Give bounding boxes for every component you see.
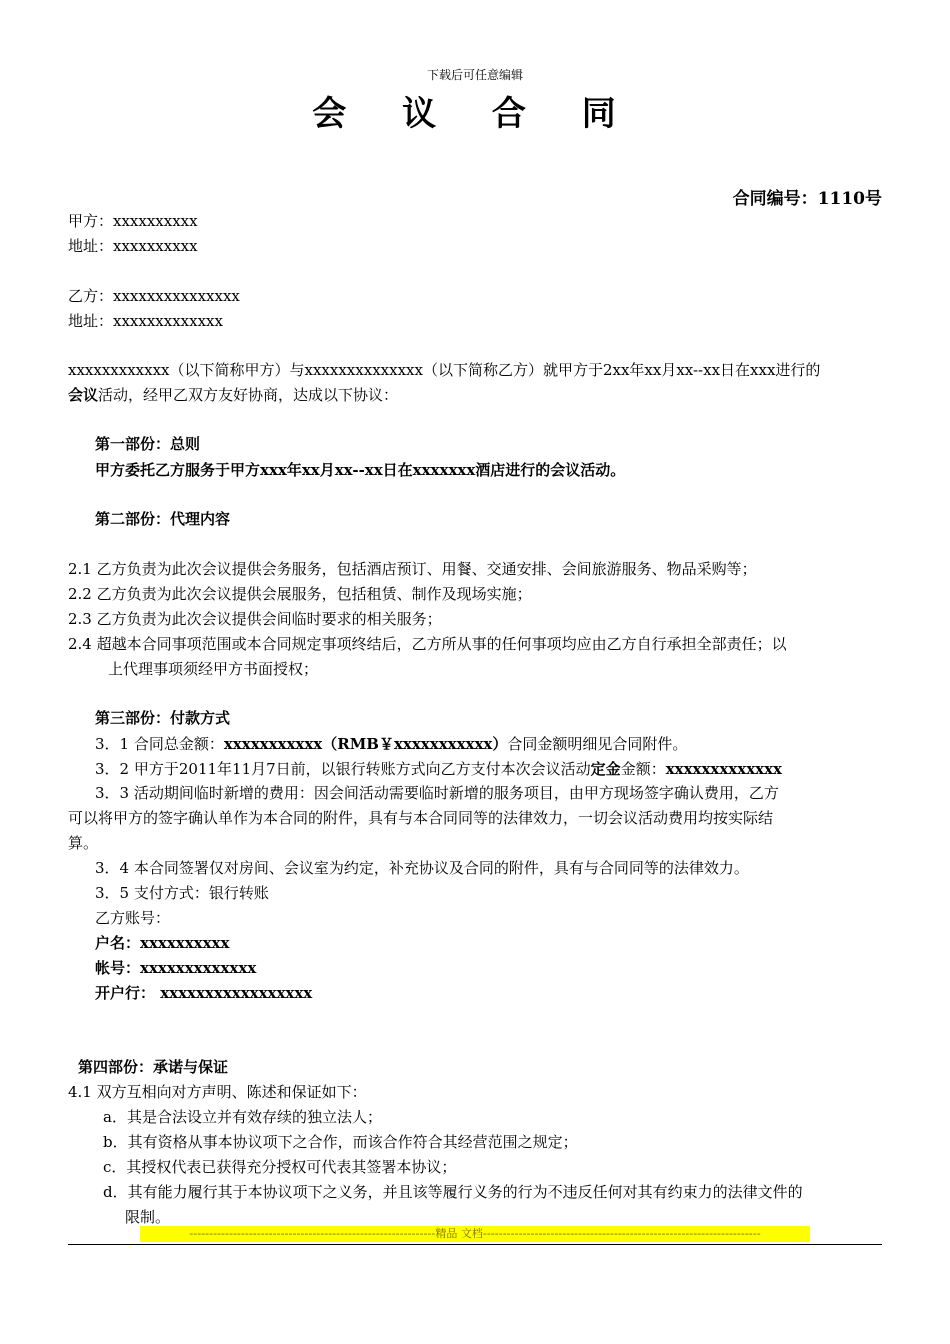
intro-bold-word: 会议 — [68, 386, 99, 404]
intro-line-2: 会议活动，经甲乙双方友好协商，达成以下协议： — [68, 386, 399, 404]
document-title: 会 议 合 同 — [312, 94, 638, 134]
header-note: 下载后可任意编辑 — [426, 68, 523, 82]
account-number: 帐号：xxxxxxxxxxxxx — [95, 959, 257, 977]
part3-item-4: 3．4 本合同签署仅对房间、会议室为约定，补充协议及合同的附件，具有与合同同等的法律效力。 — [95, 859, 749, 877]
party-a-address: 地址：xxxxxxxxxx — [68, 237, 198, 255]
part2-item-1: 2.1 乙方负责为此次会议提供会务服务，包括酒店预订、用餐、交通安排、会间旅游服务、物品采购等； — [68, 560, 757, 578]
part4-item-c: c．其授权代表已获得充分授权可代表其签署本协议； — [103, 1158, 457, 1176]
part3-item-3-l3: 算。 — [68, 834, 99, 852]
part2-item-3: 2.3 乙方负责为此次会议提供会间临时要求的相关服务； — [68, 610, 442, 628]
part2-heading: 第二部份：代理内容 — [95, 510, 231, 528]
part4-item-a: a．其是合法设立并有效存续的独立法人； — [103, 1108, 382, 1126]
footer-rule — [68, 1244, 882, 1245]
part4-intro: 4.1 双方互相向对方声明、陈述和保证如下： — [68, 1083, 367, 1101]
part3-heading: 第三部份：付款方式 — [95, 709, 231, 727]
part3-item-2: 3．2 甲方于2011年11月7日前，以银行转账方式向乙方支付本次会议活动定金金额：xxxxxxxxxxxxx — [95, 760, 782, 778]
part4-heading: 第四部份：承诺与保证 — [78, 1058, 229, 1076]
account-label: 乙方账号： — [95, 909, 171, 927]
part3-item-3-l2: 可以将甲方的签字确认单作为本合同的附件，具有与本合同同等的法律效力，一切会议活动费用均按实际结 — [68, 809, 774, 827]
footer-band: --------------------------------------------------------------精品 文档---------------------------------------------------------------------- — [140, 1226, 810, 1242]
account-holder: 户名：xxxxxxxxxx — [95, 934, 230, 952]
part2-item-4-cont: 上代理事项须经甲方书面授权； — [108, 660, 319, 678]
party-b-address: 地址：xxxxxxxxxxxxx — [68, 312, 223, 330]
party-b-name: 乙方：xxxxxxxxxxxxxxx — [68, 287, 240, 305]
part4-item-b: b．其有资格从事本协议项下之合作，而该合作符合其经营范围之规定； — [103, 1133, 578, 1151]
part2-item-2: 2.2 乙方负责为此次会议提供会展服务，包括租赁、制作及现场实施； — [68, 585, 532, 603]
part3-item-1: 3．1 合同总金额：xxxxxxxxxxx（RMB￥xxxxxxxxxxx）合同金额明细见合同附件。 — [95, 735, 688, 753]
part4-item-d: d．其有能力履行其于本协议项下之义务，并且该等履行义务的行为不违反任何对其有约束力的法律文件的 — [103, 1183, 803, 1201]
part1-heading: 第一部份：总则 — [95, 435, 201, 453]
account-bank: 开户行： xxxxxxxxxxxxxxxxx — [95, 984, 313, 1002]
part3-item-3-l1: 3．3 活动期间临时新增的费用：因会间活动需要临时新增的服务项目，由甲方现场签字确认费用，乙方 — [95, 784, 779, 802]
contract-number: 合同编号：1110号 — [732, 189, 882, 209]
intro-line-1: xxxxxxxxxxxx（以下简称甲方）与xxxxxxxxxxxxxx（以下简称乙方）就甲方于2xx年xx月xx--xx日在xxx进行的 — [68, 361, 821, 379]
part4-item-d-cont: 限制。 — [125, 1208, 171, 1226]
party-a-name: 甲方：xxxxxxxxxx — [68, 212, 198, 230]
part2-item-4: 2.4 超越本合同事项范围或本合同规定事项终结后，乙方所从事的任何事项均应由乙方自行承担全部责任；以 — [68, 635, 787, 653]
part3-item-5: 3．5 支付方式：银行转账 — [95, 884, 269, 902]
part1-text: 甲方委托乙方服务于甲方xxx年xx月xx--xx日在xxxxxxx酒店进行的会议活动。 — [95, 461, 626, 479]
